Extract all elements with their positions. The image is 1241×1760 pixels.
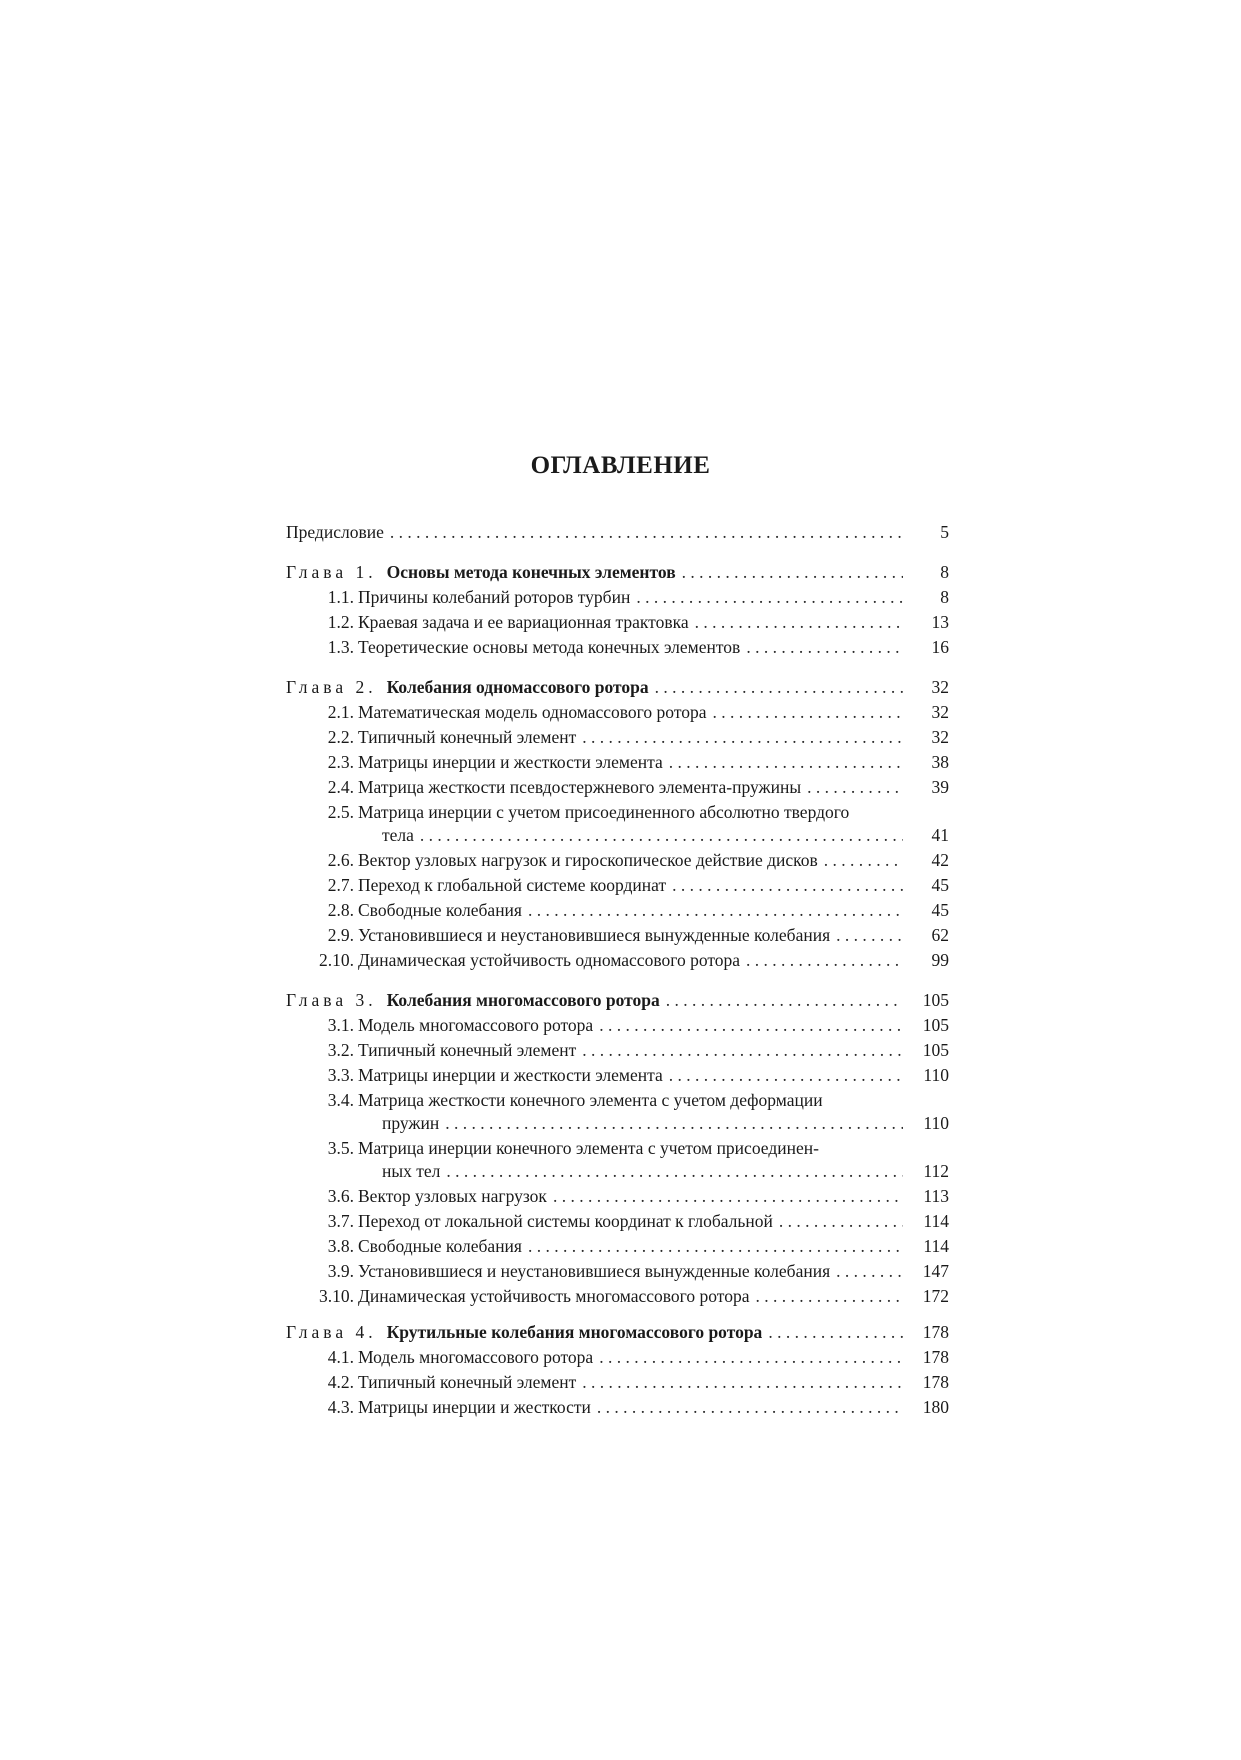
section-title: Вектор узловых нагрузок [358,1186,547,1206]
toc-section-3-5[interactable] [286,1136,949,1161]
section-number: 2.3. [327,752,354,772]
toc-page-number: 45 [931,875,949,895]
toc-section-2-2[interactable] [286,725,949,750]
leader-dots [755,1284,903,1309]
chapter-prefix: Глава 2. [286,677,377,697]
toc-section-2-6[interactable] [286,848,949,873]
section-number: 2.8. [327,900,354,920]
toc-section-3-2[interactable] [286,1038,949,1063]
leader-dots [528,1234,903,1259]
section-number: 3.3. [327,1065,354,1085]
toc-section-3-4[interactable] [286,1088,949,1113]
section-title: Переход к глобальной системе координат [358,875,667,895]
section-number: 2.4. [327,777,354,797]
toc-page-number: 110 [923,1065,949,1085]
section-title: Свободные колебания [358,1236,522,1256]
leader-dots [713,700,903,725]
toc-page-number: 147 [922,1261,949,1281]
toc-chapter-4[interactable] [286,1320,949,1345]
leader-dots [768,1320,903,1345]
section-title: Матрица инерции с учетом присоединенного абсолютно твердого [358,802,850,822]
toc-page-number: 32 [931,702,949,722]
section-title: Установившиеся и неустановившиеся вынужденные колебания [358,925,831,945]
toc-page-number: 13 [931,612,949,632]
toc-page-number: 178 [922,1372,949,1392]
chapter-prefix: Глава 3. [286,990,377,1010]
toc-chapter-1[interactable] [286,560,949,585]
section-number: 2.5. [327,802,354,822]
leader-dots [824,848,903,873]
toc-chapter-3[interactable] [286,988,949,1013]
leader-dots [582,1370,903,1395]
leader-dots [746,635,903,660]
toc-page-number: 114 [923,1211,949,1231]
leader-dots [666,988,903,1013]
toc-page-number: 62 [931,925,949,945]
toc-section-4-2[interactable] [286,1370,949,1395]
toc-section-2-10[interactable] [286,948,949,973]
toc-page-number: 32 [931,727,949,747]
leader-dots [807,775,903,800]
section-title: Вектор узловых нагрузок и гироскопическое действие дисков [358,850,818,870]
section-number: 1.3. [327,637,354,657]
leader-dots [599,1013,903,1038]
leader-dots [836,923,903,948]
section-number: 3.4. [327,1090,354,1110]
toc-page-number: 113 [923,1186,949,1206]
toc-section-3-7[interactable] [286,1209,949,1234]
toc-section-3-1[interactable] [286,1013,949,1038]
section-number: 3.8. [327,1236,354,1256]
section-number: 1.1. [327,587,354,607]
toc-page-number: 172 [922,1286,949,1306]
leader-dots [682,560,903,585]
section-title: Краевая задача и ее вариационная трактовка [358,612,689,632]
section-title: Матрица жесткости конечного элемента с учетом деформации [358,1090,823,1110]
leader-dots [420,823,903,848]
section-number: 3.5. [327,1138,354,1158]
toc-section-2-4[interactable] [286,775,949,800]
toc-chapter-2[interactable] [286,675,949,700]
toc-page-number: 16 [931,637,949,657]
leader-dots [655,675,903,700]
toc-page-number: 41 [931,825,949,845]
leader-dots [582,725,903,750]
section-title: Матрица жесткости псевдостержневого элемента-пружины [358,777,802,797]
section-title-continued: ных тел [382,1161,441,1181]
section-number: 2.10. [319,950,354,970]
toc-section-1-2[interactable] [286,610,949,635]
toc-section-3-5-continued[interactable] [286,1159,949,1184]
toc-page-number: 180 [922,1397,949,1417]
section-title: Динамическая устойчивость многомассового ротора [358,1286,750,1306]
toc-section-3-10[interactable] [286,1284,949,1309]
section-title: Математическая модель одномассового ротора [358,702,707,722]
toc-section-2-5-continued[interactable] [286,823,949,848]
toc-section-2-8[interactable] [286,898,949,923]
toc-section-2-9[interactable] [286,923,949,948]
toc-page-number: 5 [940,522,949,542]
leader-dots [695,610,903,635]
section-title-continued: пружин [382,1113,440,1133]
section-title: Установившиеся и неустановившиеся вынужденные колебания [358,1261,831,1281]
section-title: Модель многомассового ротора [358,1015,594,1035]
toc-page-number: 42 [931,850,949,870]
section-title: Типичный конечный элемент [358,727,577,747]
leader-dots [746,948,903,973]
chapter-title: Основы метода конечных элементов [386,562,676,582]
toc-entry-preface[interactable] [286,520,949,545]
leader-dots [672,873,903,898]
section-title: Причины колебаний роторов турбин [358,587,631,607]
section-title: Динамическая устойчивость одномассового ротора [358,950,741,970]
toc-section-2-3[interactable] [286,750,949,775]
leader-dots [636,585,903,610]
section-number: 3.7. [327,1211,354,1231]
toc-section-1-3[interactable] [286,635,949,660]
toc-section-3-8[interactable] [286,1234,949,1259]
leader-dots [599,1345,903,1370]
section-title: Матрицы инерции и жесткости [358,1397,591,1417]
section-number: 2.1. [327,702,354,722]
leader-dots [836,1259,903,1284]
toc-page-number: 114 [923,1236,949,1256]
chapter-prefix: Глава 4. [286,1322,377,1342]
section-number: 3.6. [327,1186,354,1206]
page-title: ОГЛАВЛЕНИЕ [530,452,711,479]
section-number: 2.6. [327,850,354,870]
chapter-prefix: Глава 1. [286,562,377,582]
leader-dots [446,1159,903,1184]
toc-page-number: 38 [931,752,949,772]
toc-section-3-6[interactable] [286,1184,949,1209]
toc-page-number: 99 [931,950,949,970]
toc-section-2-5[interactable] [286,800,949,825]
toc-page-number: 110 [923,1113,949,1133]
section-title: Свободные колебания [358,900,522,920]
section-title: Матрица инерции конечного элемента с учетом присоединен- [358,1138,819,1158]
leader-dots [445,1111,903,1136]
toc-section-3-3[interactable] [286,1063,949,1088]
toc-section-4-1[interactable] [286,1345,949,1370]
leader-dots [553,1184,903,1209]
toc-page-number: 8 [940,587,949,607]
section-title: Переход от локальной системы координат к глобальной [358,1211,773,1231]
toc-page-number: 105 [922,1015,949,1035]
toc-page-number: 32 [931,677,949,697]
section-number: 3.2. [327,1040,354,1060]
toc-page-number: 105 [922,990,949,1010]
leader-dots [779,1209,903,1234]
section-title: Матрицы инерции и жесткости элемента [358,752,663,772]
leader-dots [669,1063,903,1088]
section-title: Модель многомассового ротора [358,1347,594,1367]
toc-section-4-3[interactable] [286,1395,949,1420]
section-number: 2.9. [327,925,354,945]
toc-page-number: 178 [922,1322,949,1342]
section-number: 3.9. [327,1261,354,1281]
toc-section-3-4-continued[interactable] [286,1111,949,1136]
toc-page-number: 45 [931,900,949,920]
section-title: Типичный конечный элемент [358,1040,577,1060]
section-number: 1.2. [327,612,354,632]
toc-page-number: 178 [922,1347,949,1367]
section-number: 4.3. [327,1397,354,1417]
section-number: 2.2. [327,727,354,747]
chapter-title: Колебания многомассового ротора [386,990,660,1010]
toc-page-number: 112 [923,1161,949,1181]
section-number: 3.10. [319,1286,354,1306]
toc-page-number: 105 [922,1040,949,1060]
toc-section-3-9[interactable] [286,1259,949,1284]
section-number: 3.1. [327,1015,354,1035]
leader-dots [597,1395,903,1420]
toc-page-number: 39 [931,777,949,797]
section-title: Теоретические основы метода конечных элементов [358,637,741,657]
section-title-continued: тела [382,825,414,845]
leader-dots [669,750,903,775]
toc-section-2-1[interactable] [286,700,949,725]
toc-entry-title: Предисловие [286,522,384,542]
leader-dots [582,1038,903,1063]
section-number: 4.1. [327,1347,354,1367]
section-title: Матрицы инерции и жесткости элемента [358,1065,663,1085]
section-title: Типичный конечный элемент [358,1372,577,1392]
toc-section-1-1[interactable] [286,585,949,610]
leader-dots [390,520,903,545]
chapter-title: Колебания одномассового ротора [386,677,649,697]
chapter-title: Крутильные колебания многомассового ротора [386,1322,763,1342]
toc-section-2-7[interactable] [286,873,949,898]
toc-page-number: 8 [940,562,949,582]
section-number: 4.2. [327,1372,354,1392]
leader-dots [528,898,903,923]
section-number: 2.7. [327,875,354,895]
